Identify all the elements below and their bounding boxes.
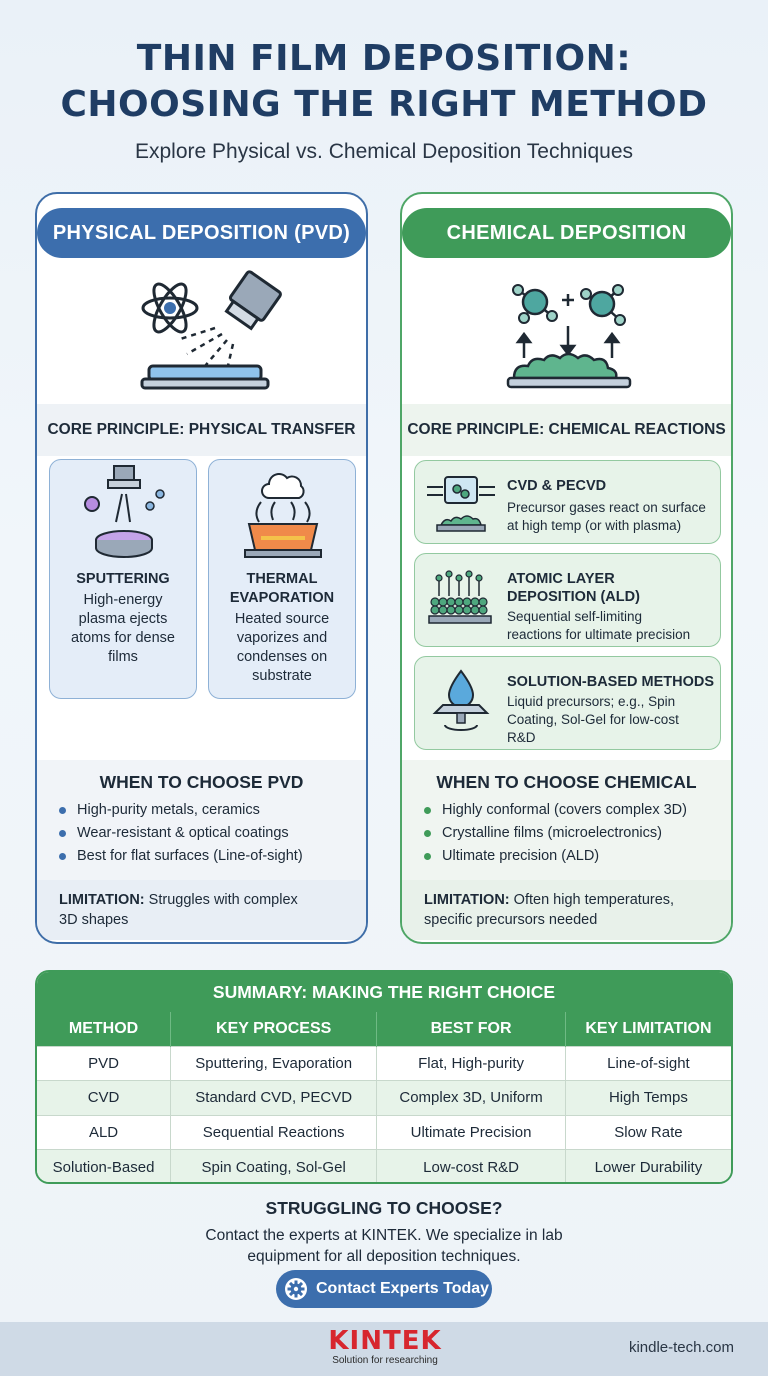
thermal-evaporation-card xyxy=(208,459,356,699)
brand-logo[interactable] xyxy=(328,1327,442,1366)
table-cell: PVD xyxy=(37,1046,171,1081)
sputtering-desc: High-energy plasma ejects atoms for dense films xyxy=(71,592,175,665)
solution-based-title: SOLUTION-BASED METHODS xyxy=(507,674,715,690)
cta-text: Contact the experts at KINTEK. We specialize in lab equipment for all deposition techniques. xyxy=(205,1227,563,1265)
list-item: Best for flat surfaces (Line-of-sight) xyxy=(59,845,366,868)
pvd-when-list xyxy=(37,799,366,868)
chemical-core-principle: CORE PRINCIPLE: CHEMICAL REACTIONS xyxy=(402,404,731,456)
thermal-evaporation-desc: Heated source vaporizes and condenses on substrate xyxy=(234,611,330,684)
table-row xyxy=(37,1046,731,1081)
pvd-core-principle: CORE PRINCIPLE: PHYSICAL TRANSFER xyxy=(37,404,366,456)
column-header: METHOD xyxy=(37,1012,171,1046)
list-item: High-purity metals, ceramics xyxy=(59,799,366,822)
pvd-card xyxy=(35,192,368,944)
pvd-limitation: LIMITATION: Struggles with complex 3D shapes xyxy=(37,880,366,940)
cta-section xyxy=(0,1198,768,1267)
chemical-when-title: WHEN TO CHOOSE CHEMICAL xyxy=(436,772,697,792)
cvd-pecvd-card xyxy=(414,460,721,544)
brand-name: KINTEK xyxy=(328,1326,442,1356)
table-row xyxy=(37,1081,731,1116)
pvd-when-title: WHEN TO CHOOSE PVD xyxy=(99,772,304,792)
ald-layers-icon xyxy=(423,562,499,632)
table-cell: Lower Durability xyxy=(565,1150,731,1185)
table-cell: Standard CVD, PECVD xyxy=(171,1081,377,1116)
pvd-title: PHYSICAL DEPOSITION (PVD) xyxy=(37,208,366,258)
chemical-card xyxy=(400,192,733,944)
table-cell: Sequential Reactions xyxy=(171,1115,377,1150)
ald-desc: Sequential self-limiting reactions for ultimate precision xyxy=(507,609,691,642)
molecules-reaction-icon xyxy=(402,266,731,396)
page-header xyxy=(0,36,768,164)
table-cell: Spin Coating, Sol-Gel xyxy=(171,1150,377,1185)
table-cell: ALD xyxy=(37,1115,171,1150)
table-cell: Line-of-sight xyxy=(565,1046,731,1081)
solution-based-desc: Liquid precursors; e.g., Spin Coating, Sol-Gel for low-cost R&D xyxy=(507,694,679,745)
list-item: Ultimate precision (ALD) xyxy=(424,845,731,868)
column-header: BEST FOR xyxy=(377,1012,566,1046)
brand-tagline: Solution for researching xyxy=(332,1355,438,1366)
thermal-evaporation-title: THERMAL EVAPORATION xyxy=(229,571,335,606)
cvd-chamber-icon xyxy=(423,469,499,539)
table-cell: Low-cost R&D xyxy=(377,1150,566,1185)
page-subtitle: Explore Physical vs. Chemical Deposition Techniques xyxy=(134,140,634,163)
atom-spray-icon xyxy=(37,266,366,396)
contact-experts-button[interactable] xyxy=(276,1270,492,1308)
chemical-when-section xyxy=(402,760,731,880)
ald-title: ATOMIC LAYER DEPOSITION (ALD) xyxy=(507,571,640,605)
website-link[interactable]: kindle-tech.com xyxy=(628,1339,734,1356)
chemical-limitation: LIMITATION: Often high temperatures, specific precursors needed xyxy=(402,880,731,940)
sputtering-card xyxy=(49,459,197,699)
list-item: Crystalline films (microelectronics) xyxy=(424,822,731,845)
summary-table-card xyxy=(35,970,733,1184)
gear-icon xyxy=(284,1277,308,1301)
table-cell: Sputtering, Evaporation xyxy=(171,1046,377,1081)
list-item: Wear-resistant & optical coatings xyxy=(59,822,366,845)
chemical-title: CHEMICAL DEPOSITION xyxy=(402,208,731,258)
table-cell: Ultimate Precision xyxy=(377,1115,566,1150)
cvd-pecvd-title: CVD & PECVD xyxy=(507,478,607,494)
contact-experts-label: Contact Experts Today xyxy=(316,1280,490,1297)
evaporation-icon xyxy=(209,460,355,570)
table-cell: CVD xyxy=(37,1081,171,1116)
page-title: THIN FILM DEPOSITION: CHOOSING THE RIGHT METHOD xyxy=(60,38,708,125)
footer xyxy=(0,1322,768,1376)
table-row xyxy=(37,1150,731,1185)
sputtering-icon xyxy=(50,460,196,570)
table-cell: High Temps xyxy=(565,1081,731,1116)
table-cell: Complex 3D, Uniform xyxy=(377,1081,566,1116)
summary-title: SUMMARY: MAKING THE RIGHT CHOICE xyxy=(37,972,731,1012)
sputtering-title: SPUTTERING xyxy=(76,571,170,587)
summary-table xyxy=(37,1012,731,1184)
ald-card xyxy=(414,553,721,647)
column-header: KEY PROCESS xyxy=(171,1012,377,1046)
solution-based-card xyxy=(414,656,721,750)
table-cell: Solution-Based xyxy=(37,1150,171,1185)
column-header: KEY LIMITATION xyxy=(565,1012,731,1046)
pvd-when-section xyxy=(37,760,366,880)
table-row xyxy=(37,1115,731,1150)
table-cell: Slow Rate xyxy=(565,1115,731,1150)
cta-title: STRUGGLING TO CHOOSE? xyxy=(265,1198,503,1218)
chemical-when-list xyxy=(402,799,731,868)
table-cell: Flat, High-purity xyxy=(377,1046,566,1081)
list-item: Highly conformal (covers complex 3D) xyxy=(424,799,731,822)
cvd-pecvd-desc: Precursor gases react on surface at high temp (or with plasma) xyxy=(507,500,706,533)
droplet-spin-icon xyxy=(423,665,499,735)
table-header-row xyxy=(37,1012,731,1046)
